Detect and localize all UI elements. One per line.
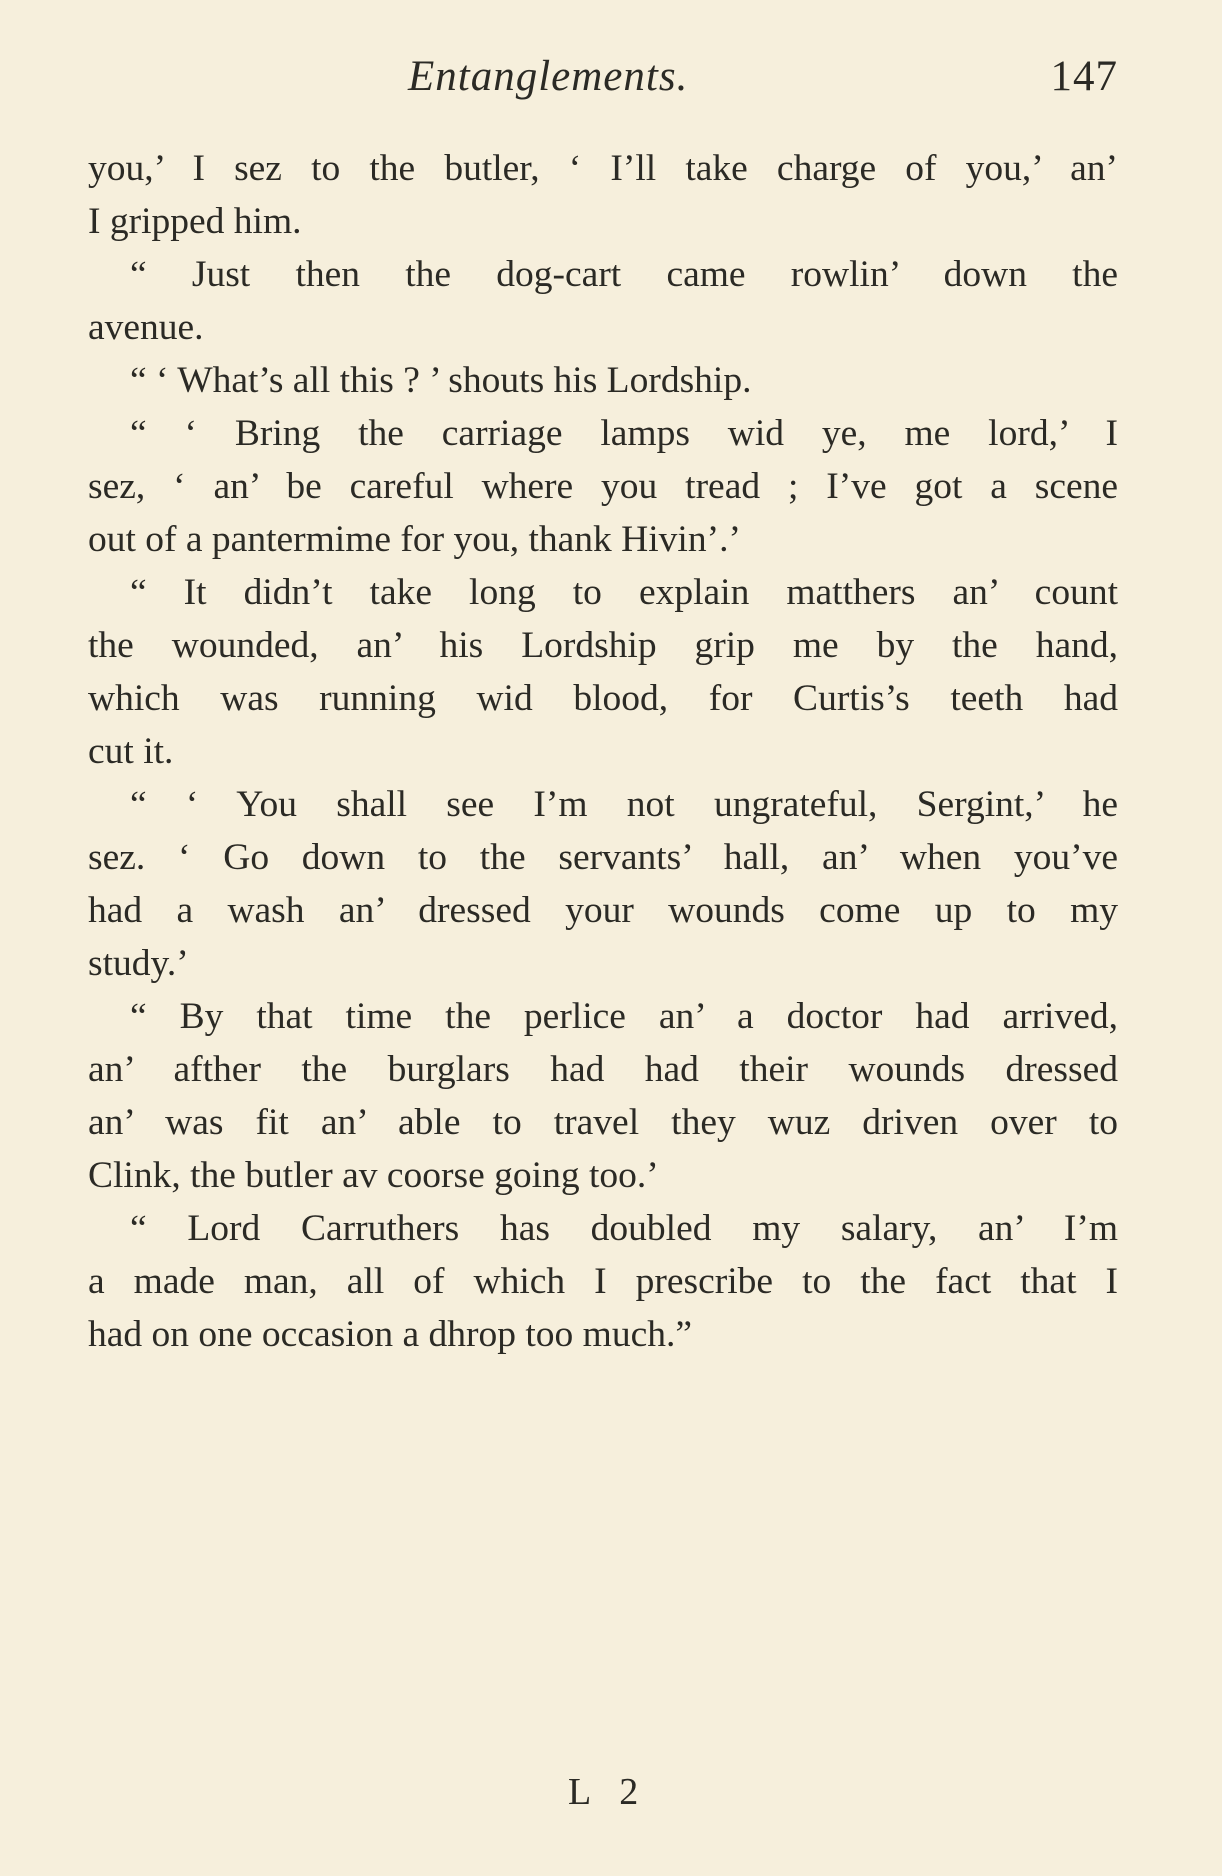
text-line: study.’ bbox=[88, 943, 189, 984]
text-line: Clink, the butler av coorse going too.’ bbox=[88, 1155, 659, 1196]
text-line: “ ‘ Bring the carriage lamps wid ye, me lord,’ I bbox=[130, 413, 1118, 454]
running-head bbox=[88, 52, 1118, 112]
text-line: “ Lord Carruthers has doubled my salary, an’ I’m bbox=[130, 1208, 1118, 1249]
running-title: Entanglements. bbox=[408, 53, 689, 100]
body-text bbox=[88, 142, 1118, 1361]
text-line: I gripped him. bbox=[88, 201, 302, 242]
text-line: avenue. bbox=[88, 307, 204, 348]
text-line: had a wash an’ dressed your wounds come up to my bbox=[88, 890, 1118, 931]
text-line: “ It didn’t take long to explain matthers an’ count bbox=[130, 572, 1118, 613]
text-line: “ Just then the dog-cart came rowlin’ down the bbox=[130, 254, 1118, 295]
text-line: a made man, all of which I prescribe to the fact that I bbox=[88, 1261, 1118, 1302]
text-line: out of a pantermime for you, thank Hivin’.’ bbox=[88, 519, 741, 560]
page-number: 147 bbox=[1050, 53, 1118, 100]
text-line: “ By that time the perlice an’ a doctor had arrived, bbox=[130, 996, 1118, 1037]
text-line: which was running wid blood, for Curtis’s teeth had bbox=[88, 678, 1118, 719]
text-line: you,’ I sez to the butler, ‘ I’ll take charge of you,’ an’ bbox=[88, 148, 1118, 189]
text-line: an’ afther the burglars had had their wounds dressed bbox=[88, 1049, 1118, 1090]
text-line: cut it. bbox=[88, 731, 174, 772]
text-line: “ ‘ What’s all this ? ’ shouts his Lordship. bbox=[130, 360, 752, 401]
text-line: the wounded, an’ his Lordship grip me by the hand, bbox=[88, 625, 1118, 666]
text-line: an’ was fit an’ able to travel they wuz driven over to bbox=[88, 1102, 1118, 1143]
text-line: sez. ‘ Go down to the servants’ hall, an’ when you’ve bbox=[88, 837, 1118, 878]
text-line: had on one occasion a dhrop too much.” bbox=[88, 1314, 692, 1355]
text-line: sez, ‘ an’ be careful where you tread ; I’ve got a scene bbox=[88, 466, 1118, 507]
text-line: “ ‘ You shall see I’m not ungrateful, Sergint,’ he bbox=[130, 784, 1118, 825]
signature-mark: L 2 bbox=[568, 1771, 649, 1813]
